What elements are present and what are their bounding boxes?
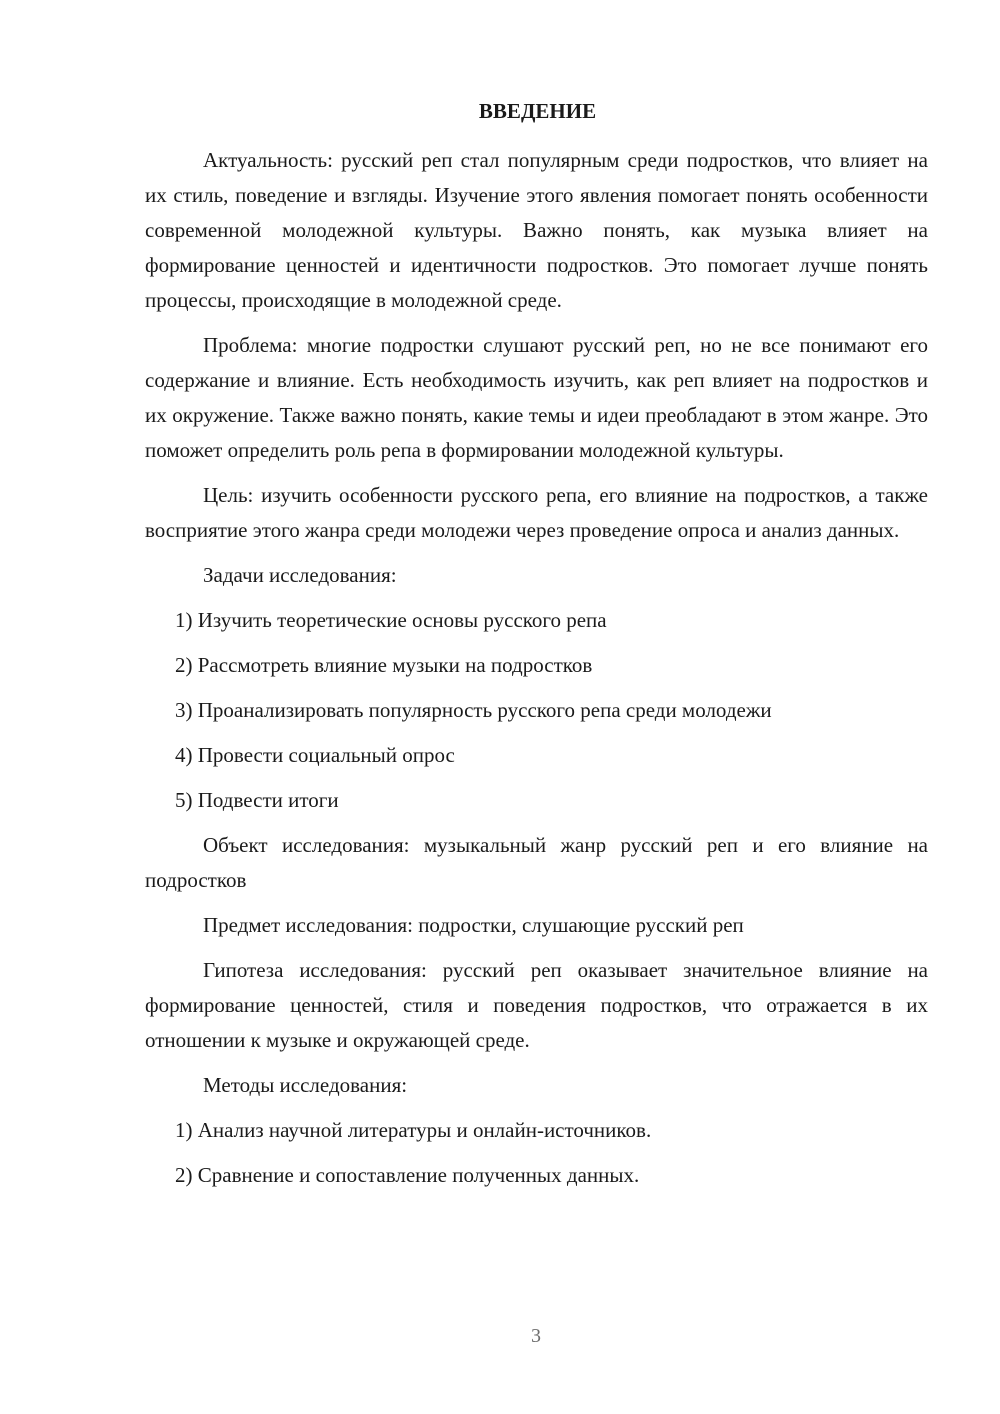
problem-paragraph: Проблема: многие подростки слушают русский реп, но не все понимают его содержание и влияние. Есть необходимость изучить, как реп влияет на подростков и их окружение. Также важно понять, какие темы и идеи преобладают в этом жанре. Это поможет определить роль репа в формировании молодежной культуры.	[145, 333, 928, 462]
method-item: 2) Сравнение и сопоставление полученных данных.	[175, 1163, 640, 1187]
page-heading: ВВЕДЕНИЕ	[478, 99, 597, 123]
task-item: 4) Провести социальный опрос	[175, 743, 455, 767]
page-content	[145, 97, 928, 1203]
task-item: 3) Проанализировать популярность русского репа среди молодежи	[175, 698, 772, 722]
tasks-title: Задачи исследования:	[203, 563, 397, 587]
task-item: 1) Изучить теоретические основы русского репа	[175, 608, 607, 632]
page-number: 3	[531, 1325, 541, 1347]
subject-paragraph: Предмет исследования: подростки, слушающие русский реп	[203, 913, 744, 937]
relevance-paragraph: Актуальность: русский реп стал популярным среди подростков, что влияет на их стиль, поведение и взгляды. Изучение этого явления помогает понять особенности современной молодежной культуры. Важно понять, как музыка влияет на формирование ценностей и идентичности подростков. Это помогает лучше понять процессы, происходящие в молодежной среде.	[145, 148, 928, 312]
task-item: 2) Рассмотреть влияние музыки на подростков	[175, 653, 593, 677]
task-item: 5) Подвести итоги	[175, 788, 339, 812]
goal-paragraph: Цель: изучить особенности русского репа, его влияние на подростков, а также восприятие этого жанра среди молодежи через проведение опроса и анализ данных.	[145, 483, 928, 542]
object-paragraph: Объект исследования: музыкальный жанр русский реп и его влияние на подростков	[145, 833, 928, 892]
methods-title: Методы исследования:	[203, 1073, 408, 1097]
method-item: 1) Анализ научной литературы и онлайн-источников.	[175, 1118, 652, 1142]
hypothesis-paragraph: Гипотеза исследования: русский реп оказывает значительное влияние на формирование ценностей, стиля и поведения подростков, что отражается в их отношении к музыке и окружающей среде.	[145, 958, 928, 1052]
